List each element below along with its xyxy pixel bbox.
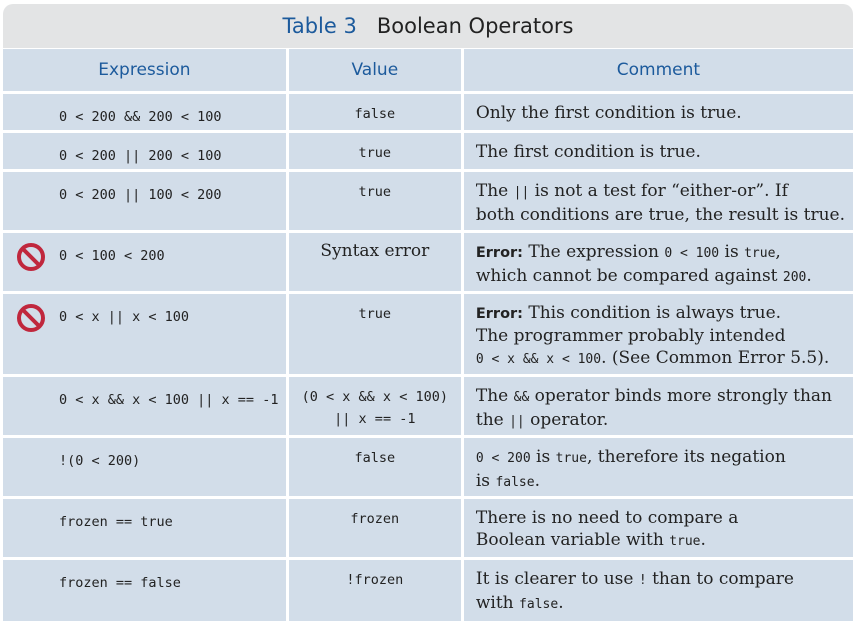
inline-code: 0 < x && x < 100: [475, 352, 602, 367]
value-cell: [289, 233, 464, 294]
expression-cell: [3, 294, 289, 377]
comment-cell: [464, 94, 853, 133]
comment-text: is not a test for “either-or”. If: [529, 181, 788, 201]
comment-cell: [464, 438, 853, 499]
comment-line: [476, 265, 845, 289]
expression-cell: [3, 133, 289, 172]
operators-table: [3, 49, 853, 621]
comment-cell: [464, 560, 853, 621]
comment-text: This condition is always true.: [522, 303, 782, 323]
table-row: [3, 172, 853, 233]
table-row: [3, 499, 853, 560]
inline-code: 0 < 200: [475, 451, 531, 466]
expression-code: 0 < 200 || 200 < 100: [59, 148, 222, 164]
value-text: Syntax error: [320, 241, 430, 261]
expression-cell: [3, 94, 289, 133]
comment-text: is: [475, 471, 496, 491]
value-text: false: [354, 106, 396, 122]
inline-code: 200: [782, 270, 807, 285]
value-text: true: [358, 306, 392, 322]
table-row: [3, 133, 853, 172]
comment-text: There is no need to compare a: [475, 508, 739, 528]
value-text: (0 < x && x < 100) || x == -1: [301, 389, 448, 427]
value-cell: [289, 94, 464, 133]
inline-code: true: [669, 534, 701, 549]
comment-text: The: [475, 181, 514, 201]
expression-cell: [3, 233, 289, 294]
expression-code: frozen == true: [59, 514, 173, 530]
comment-line: [476, 385, 845, 409]
comment-text: .: [806, 266, 812, 286]
expression-cell: [3, 172, 289, 233]
comment-line: [476, 180, 845, 204]
comment-text: The first condition is true.: [475, 142, 701, 162]
value-cell: [289, 560, 464, 621]
value-text: true: [358, 184, 392, 200]
value-cell: [289, 133, 464, 172]
expression-code: 0 < x || x < 100: [59, 309, 190, 325]
comment-line: [476, 347, 845, 371]
inline-code: !: [638, 573, 647, 588]
expression-code: !(0 < 200): [59, 453, 141, 469]
comment-text: is: [719, 242, 745, 262]
comment-line: [476, 446, 845, 470]
comment-text: The programmer probably intended: [475, 326, 786, 346]
table-row: [3, 377, 853, 438]
comment-line: [476, 102, 845, 124]
comment-text: ,: [775, 242, 781, 262]
comment-cell: [464, 172, 853, 233]
comment-line: [476, 325, 845, 347]
value-text: false: [354, 450, 396, 466]
prohibited-icon: [16, 303, 46, 333]
value-cell: [289, 377, 464, 438]
expression-cell: [3, 438, 289, 499]
comment-line: [476, 507, 845, 529]
comment-text: . (See Common Error 5.5).: [601, 348, 830, 368]
value-text: true: [358, 145, 392, 161]
comment-text: operator.: [524, 410, 609, 430]
inline-code: false: [495, 475, 535, 490]
header-comment: Comment: [464, 49, 853, 94]
expression-cell: [3, 560, 289, 621]
table-row: [3, 94, 853, 133]
table-row: [3, 294, 853, 377]
comment-text: Boolean variable with: [475, 530, 670, 550]
comment-cell: [464, 133, 853, 172]
value-cell: [289, 438, 464, 499]
value-cell: [289, 172, 464, 233]
comment-text: with: [475, 593, 520, 613]
value-cell: [289, 294, 464, 377]
inline-code: false: [519, 597, 559, 612]
comment-line: [476, 592, 845, 616]
comment-text: .: [534, 471, 540, 491]
comment-line: [476, 141, 845, 163]
error-label: Error:: [475, 245, 523, 261]
table-row: [3, 438, 853, 499]
expression-code: frozen == false: [59, 575, 181, 591]
comment-line: [476, 470, 845, 494]
comment-text: than to compare: [646, 569, 794, 589]
inline-code: true: [555, 451, 587, 466]
expression-code: 0 < 200 && 200 < 100: [59, 109, 222, 125]
table-number: Table 3: [282, 14, 357, 38]
comment-cell: [464, 233, 853, 294]
inline-code: true: [744, 246, 776, 261]
header-expression: Expression: [3, 49, 289, 94]
comment-text: which cannot be compared against: [475, 266, 783, 286]
value-text: !frozen: [346, 572, 404, 588]
comment-cell: [464, 294, 853, 377]
comment-line: [476, 568, 845, 592]
inline-code: ||: [509, 414, 525, 429]
header-row: [3, 49, 853, 94]
comment-line: [476, 302, 845, 325]
comment-text: It is clearer to use: [475, 569, 639, 589]
comment-line: [476, 241, 845, 265]
comment-cell: [464, 499, 853, 560]
expression-code: 0 < 100 < 200: [59, 248, 165, 264]
comment-text: The expression: [522, 242, 665, 262]
error-label: Error:: [475, 306, 523, 322]
expression-code: 0 < x && x < 100 || x == -1: [59, 392, 279, 408]
value-cell: [289, 499, 464, 560]
comment-text: , therefore its negation: [586, 447, 786, 467]
comment-line: [476, 204, 845, 226]
comment-text: .: [558, 593, 564, 613]
inline-code: ||: [513, 185, 530, 200]
comment-text: operator binds more strongly than: [529, 386, 833, 406]
value-text: frozen: [350, 511, 400, 527]
table-title-bar: [3, 4, 853, 48]
inline-code: 0 < 100: [664, 246, 720, 261]
comment-text: the: [475, 410, 510, 430]
inline-code: &&: [513, 390, 530, 405]
header-value: Value: [289, 49, 464, 94]
comment-cell: [464, 377, 853, 438]
comment-text: is: [530, 447, 556, 467]
expression-cell: [3, 377, 289, 438]
table-title: Boolean Operators: [376, 14, 574, 38]
comment-text: .: [700, 530, 706, 550]
table-row: [3, 233, 853, 294]
expression-code: 0 < 200 || 100 < 200: [59, 187, 222, 203]
comment-line: [476, 529, 845, 553]
expression-cell: [3, 499, 289, 560]
comment-text: both conditions are true, the result is true.: [475, 205, 845, 225]
comment-text: The: [475, 386, 514, 406]
comment-line: [476, 409, 845, 433]
prohibited-icon: [16, 242, 46, 272]
comment-text: Only the first condition is true.: [475, 103, 742, 123]
table-row: [3, 560, 853, 621]
